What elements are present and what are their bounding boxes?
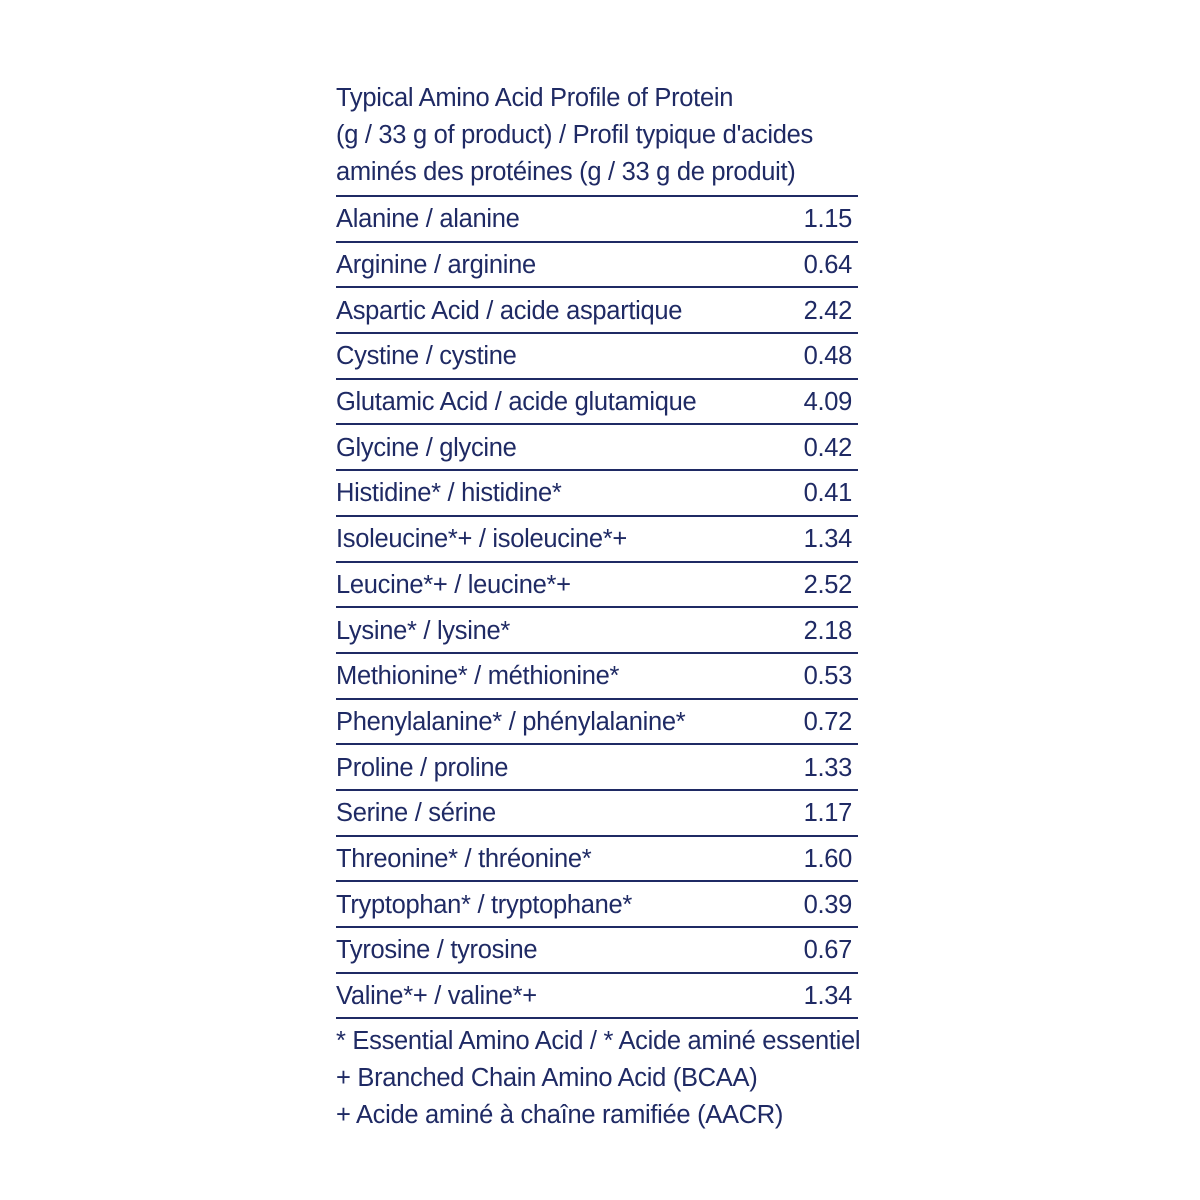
table-row: [336, 243, 858, 289]
table-row: [336, 197, 858, 243]
table-row: [336, 837, 858, 883]
table-row: [336, 608, 858, 654]
row-label: Isoleucine*+ / isoleucine*+: [336, 525, 628, 554]
row-label: Phenylalanine* / phénylalanine*: [336, 707, 686, 736]
row-label: Glutamic Acid / acide glutamique: [336, 388, 697, 417]
row-label: Valine*+ / valine*+: [336, 982, 537, 1011]
row-label: Arginine / arginine: [336, 251, 536, 280]
row-label: Tryptophan* / tryptophane*: [336, 890, 633, 919]
table-title-line: (g / 33 g of product) / Profil typique d'acides: [336, 121, 813, 149]
row-value: 0.67: [803, 936, 852, 965]
table-row: [336, 334, 858, 380]
table-title-line: aminés des protéines (g / 33 g de produit): [336, 158, 796, 186]
table-title-line: Typical Amino Acid Profile of Protein: [336, 84, 734, 112]
table-row: [336, 654, 858, 700]
table-row: [336, 700, 858, 746]
row-value: 4.09: [803, 388, 852, 417]
row-label: Lysine* / lysine*: [336, 616, 510, 645]
table-row: [336, 471, 858, 517]
row-label: Alanine / alanine: [336, 205, 520, 234]
row-value: 0.48: [803, 342, 852, 371]
table-row: [336, 563, 858, 609]
row-value: 1.34: [803, 982, 852, 1011]
row-label: Leucine*+ / leucine*+: [336, 570, 571, 599]
amino-acid-profile-table: [336, 80, 861, 1134]
table-row: [336, 425, 858, 471]
table-row: [336, 791, 858, 837]
row-value: 2.42: [803, 296, 852, 325]
table-row: [336, 928, 858, 974]
table-row: [336, 517, 858, 563]
row-label: Tyrosine / tyrosine: [336, 936, 538, 965]
table-row: [336, 380, 858, 426]
row-value: 1.60: [803, 844, 852, 873]
row-label: Cystine / cystine: [336, 342, 517, 371]
table-row: [336, 288, 858, 334]
row-label: Serine / sérine: [336, 799, 496, 828]
row-value: 0.42: [803, 433, 852, 462]
table-row: [336, 745, 858, 791]
footnote-aacr: + Acide aminé à chaîne ramifiée (AACR): [336, 1101, 784, 1130]
row-value: 1.34: [803, 525, 852, 554]
row-value: 1.33: [803, 753, 852, 782]
footnotes: [336, 1023, 861, 1134]
row-value: 0.72: [803, 707, 852, 736]
row-value: 2.52: [803, 570, 852, 599]
row-value: 0.53: [803, 662, 852, 691]
footnote-essential: * Essential Amino Acid / * Acide aminé essentiel: [336, 1027, 861, 1056]
row-label: Threonine* / thréonine*: [336, 844, 592, 873]
footnote-bcaa: + Branched Chain Amino Acid (BCAA): [336, 1064, 758, 1093]
row-label: Proline / proline: [336, 753, 509, 782]
table-row: [336, 974, 858, 1020]
row-value: 1.17: [803, 799, 852, 828]
row-value: 0.41: [803, 479, 852, 508]
row-value: 1.15: [803, 205, 852, 234]
row-value: 2.18: [803, 616, 852, 645]
row-label: Aspartic Acid / acide aspartique: [336, 296, 683, 325]
row-label: Glycine / glycine: [336, 433, 517, 462]
row-label: Methionine* / méthionine*: [336, 662, 620, 691]
row-label: Histidine* / histidine*: [336, 479, 562, 508]
row-value: 0.39: [803, 890, 852, 919]
table-title: [336, 80, 858, 197]
row-value: 0.64: [803, 251, 852, 280]
table-body: [336, 197, 858, 1019]
table-row: [336, 882, 858, 928]
